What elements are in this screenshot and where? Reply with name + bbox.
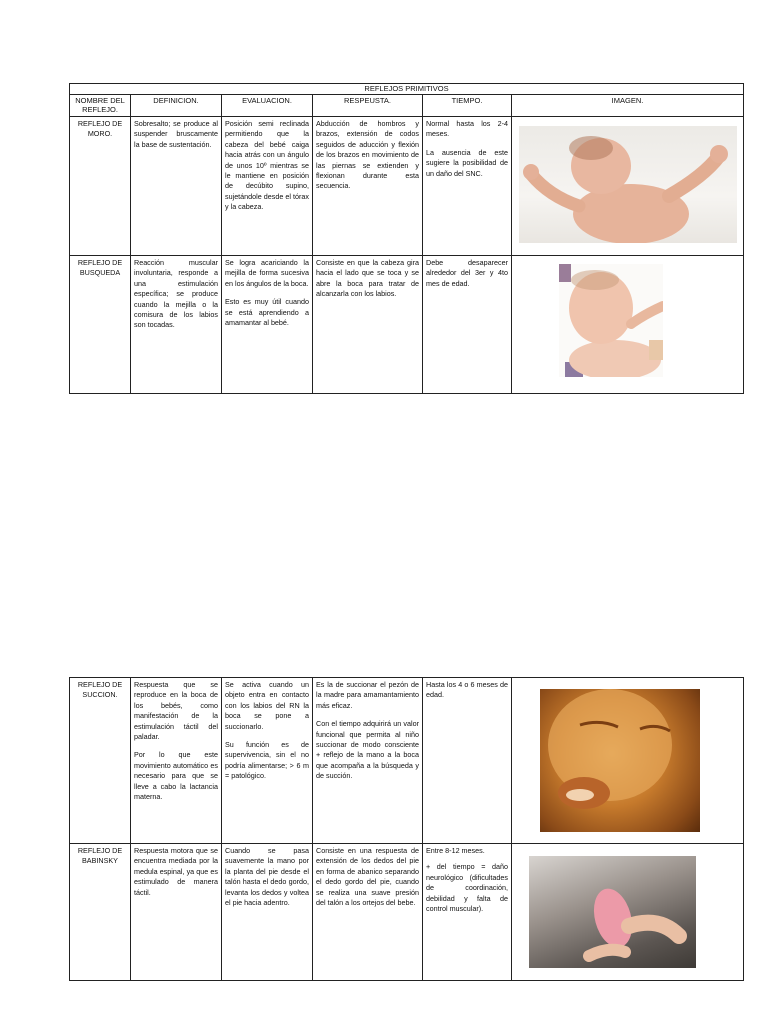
reflex-name: REFLEJO DE SUCCION. bbox=[70, 678, 131, 844]
tiempo-text: Entre 8-12 meses. bbox=[426, 846, 485, 855]
respuesta-text: Es la de succionar el pezón de la madre para amamantamiento más eficaz. bbox=[316, 680, 419, 710]
definicion-text: Respuesta que se reproduce en la boca de los bebés, como manifestación de la estimulación táctil del paladar. bbox=[134, 680, 218, 742]
succion-baby-illustration bbox=[540, 689, 700, 832]
header-evaluacion: EVALUACION. bbox=[222, 95, 313, 117]
busqueda-baby-illustration bbox=[559, 264, 663, 377]
definicion-text: Sobresalto; se produce al suspender bruscamente la base de sustentación. bbox=[134, 119, 218, 149]
reflex-name: REFLEJO DE BABINSKY bbox=[70, 844, 131, 981]
tiempo-text: Normal hasta los 2-4 meses. bbox=[426, 119, 508, 139]
tiempo-text: + del tiempo = daño neurológico (dificultades de coordinación, debilidad y falta de control muscular). bbox=[426, 862, 508, 914]
respuesta-text: Abducción de hombros y brazos, extensión de codos seguidos de aducción y flexión de los brazos en movimiento de las piernas se extienden y flexionan durante esta secuencia. bbox=[316, 119, 419, 191]
respuesta-text: Con el tiempo adquirirá un valor funcional que permita al niño succionar de modo consciente + reflejo de la mano a la boca que acompaña a la búsqueda y de succión. bbox=[316, 719, 419, 781]
respuesta-cell bbox=[313, 844, 423, 981]
evaluacion-cell bbox=[222, 844, 313, 981]
busqueda-photo bbox=[559, 264, 663, 377]
evaluacion-text: Posición semi reclinada permitiendo que la cabeza del bebé caiga hacia atrás con un ángulo de unos 10º mientras se le mantiene en posición de decúbito supino, sujetándole desde el tórax y la cabeza. bbox=[225, 119, 309, 212]
tiempo-cell bbox=[423, 844, 512, 981]
tiempo-text: Hasta los 4 o 6 meses de edad. bbox=[426, 680, 508, 700]
header-nombre: NOMBRE DEL REFLEJO. bbox=[70, 95, 131, 117]
babinsky-foot-illustration bbox=[529, 856, 696, 968]
definicion-text: Por lo que este movimiento automático es necesario para que se lleve a cabo la lactancia materna. bbox=[134, 750, 218, 802]
evaluacion-text: Se activa cuando un objeto entra en contacto con los labios del RN la boca se pone a succionarlo. bbox=[225, 680, 309, 731]
table-title: REFLEJOS PRIMITIVOS bbox=[70, 84, 744, 95]
tiempo-text: La ausencia de este sugiere la posibilidad de un daño del SNC. bbox=[426, 147, 508, 178]
moro-baby-illustration bbox=[519, 126, 737, 243]
evaluacion-text: Su función es de supervivencia, sin el no podría alimentarse; > 6 m = patológico. bbox=[225, 740, 309, 781]
evaluacion-text: Cuando se pasa suavemente la mano por la planta del pie desde el talón hasta el dedo gordo, levanta los dedos y voltea el pie hacia adentro. bbox=[225, 846, 309, 908]
reflex-name: REFLEJO DE BUSQUEDA bbox=[70, 256, 131, 394]
respuesta-text: Consiste en una respuesta de extensión de los dedos del pie en forma de abanico separando el dedo gordo del pie, cuando se realiza una suave presión del talón a los ortejos del bebe. bbox=[316, 846, 419, 908]
evaluacion-cell bbox=[222, 678, 313, 844]
succion-photo bbox=[540, 689, 700, 832]
evaluacion-text: Esto es muy útil cuando se está aprendiendo a amamantar al bebé. bbox=[225, 297, 309, 328]
header-tiempo: TIEMPO. bbox=[423, 95, 512, 117]
definicion-text: Reacción muscular involuntaria, responde a una estimulación específica; se produce cuando la mejilla o la comisura de los labios son tocadas. bbox=[134, 258, 218, 330]
respuesta-cell bbox=[313, 678, 423, 844]
header-definicion: DEFINICION. bbox=[131, 95, 222, 117]
tiempo-cell bbox=[423, 678, 512, 844]
header-respuesta: RESPEUSTA. bbox=[313, 95, 423, 117]
definicion-cell bbox=[131, 117, 222, 256]
respuesta-cell bbox=[313, 117, 423, 256]
evaluacion-cell bbox=[222, 256, 313, 394]
moro-photo bbox=[519, 126, 737, 243]
definicion-cell bbox=[131, 256, 222, 394]
evaluacion-text: Se logra acariciando la mejilla de forma sucesiva en los ángulos de la boca. bbox=[225, 258, 309, 288]
definicion-cell bbox=[131, 844, 222, 981]
tiempo-text: Debe desaparecer alrededor del 3er y 4to mes de edad. bbox=[426, 258, 508, 288]
evaluacion-cell bbox=[222, 117, 313, 256]
definicion-cell bbox=[131, 678, 222, 844]
header-imagen: IMAGEN. bbox=[512, 95, 744, 117]
respuesta-text: Consiste en que la cabeza gira hacia el lado que se toca y se abre la boca para tratar de alcanzarla con los labios. bbox=[316, 258, 419, 299]
tiempo-cell bbox=[423, 117, 512, 256]
reflex-name: REFLEJO DE MORO. bbox=[70, 117, 131, 256]
tiempo-cell bbox=[423, 256, 512, 394]
definicion-text: Respuesta motora que se encuentra mediada por la medula espinal, ya que es estimulado de manera táctil. bbox=[134, 846, 218, 897]
babinsky-photo bbox=[529, 856, 696, 968]
respuesta-cell bbox=[313, 256, 423, 394]
